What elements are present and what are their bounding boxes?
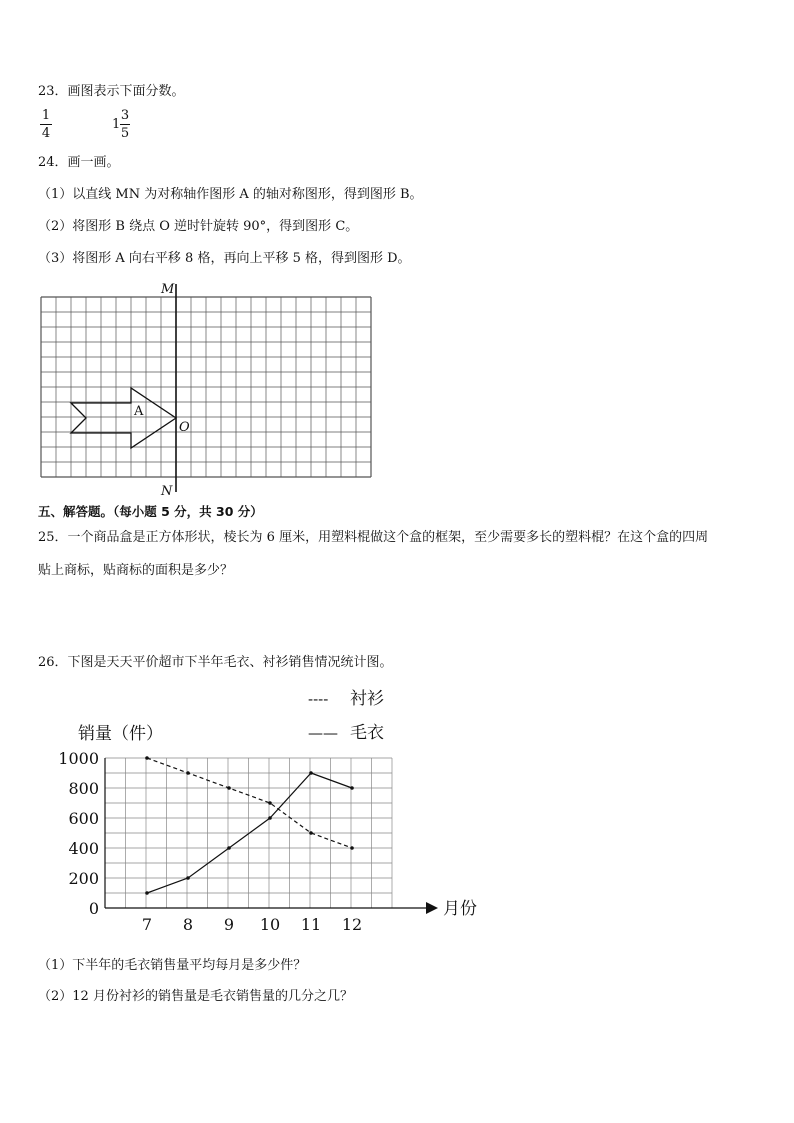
chart-x-tick-label: 7 bbox=[141, 915, 153, 934]
label-n: N bbox=[161, 484, 173, 499]
grid-lines bbox=[41, 297, 371, 477]
chart-x-tick-label: 10 bbox=[259, 915, 281, 934]
chart-x-axis-label: 月份 bbox=[443, 899, 477, 919]
sweater-point bbox=[186, 876, 190, 880]
shirt-point bbox=[186, 771, 190, 775]
shape-a-arrow bbox=[71, 388, 176, 448]
mixed-number-fraction bbox=[120, 108, 130, 141]
chart-x-tick-label: 12 bbox=[341, 915, 363, 934]
q26-question-1: （1）下半年的毛衣销售量平均每月是多少件？ bbox=[38, 958, 307, 973]
chart-y-tick-label: 200 bbox=[68, 869, 99, 888]
chart-series bbox=[145, 756, 354, 895]
chart-legend bbox=[308, 689, 384, 743]
fraction1-numerator: 1 bbox=[41, 108, 51, 123]
label-m: M bbox=[161, 282, 175, 297]
chart-ticks bbox=[58, 749, 362, 934]
q23-title: 23．画图表示下面分数。 bbox=[38, 84, 185, 99]
fraction2-numerator: 3 bbox=[120, 108, 130, 123]
q24-title: 24．画一画。 bbox=[38, 155, 120, 170]
sweater-point bbox=[227, 846, 231, 850]
chart-y-tick-label: 1000 bbox=[58, 749, 99, 768]
fraction-one-quarter bbox=[40, 108, 52, 141]
chart-y-tick-label: 600 bbox=[68, 809, 99, 828]
section-5-title: 五、解答题。（每小题 5 分，共 30 分） bbox=[38, 504, 263, 519]
q25-line-1: 25．一个商品盒是正方体形状，棱长为 6 厘米，用塑料棍做这个盒的框架，至少需要多长的塑料棍？在这个盒的四周 bbox=[38, 530, 709, 545]
q24-item-2: （2）将图形 B 绕点 O 逆时针旋转 90°，得到图形 C。 bbox=[38, 219, 359, 234]
label-a: A bbox=[134, 404, 144, 419]
q26-question-2: （2）12 月份衬衫的销售量是毛衣销售量的几分之几？ bbox=[38, 989, 353, 1004]
mixed-number-whole: 1 bbox=[112, 117, 121, 132]
legend-sweater-symbol: —— bbox=[308, 724, 338, 742]
q25-line-2: 贴上商标，贴商标的面积是多少？ bbox=[38, 563, 234, 578]
q24-item-3: （3）将图形 A 向右平移 8 格，再向上平移 5 格，得到图形 D。 bbox=[38, 251, 411, 266]
chart-x-tick-label: 8 bbox=[182, 915, 194, 934]
fraction2-denominator: 5 bbox=[120, 126, 130, 141]
chart-y-tick-label: 800 bbox=[68, 779, 99, 798]
sweater-point bbox=[268, 816, 272, 820]
sweater-point bbox=[350, 786, 354, 790]
shirt-point bbox=[309, 831, 313, 835]
transformation-grid bbox=[36, 282, 376, 497]
legend-shirt-label: 衬衫 bbox=[350, 689, 384, 709]
label-o: O bbox=[179, 420, 190, 435]
q26-title: 26．下图是天天平价超市下半年毛衣、衬衫销售情况统计图。 bbox=[38, 655, 393, 670]
fraction1-denominator: 4 bbox=[41, 126, 51, 141]
shirt-point bbox=[268, 801, 272, 805]
shirt-point bbox=[350, 846, 354, 850]
chart-y-tick-label: 400 bbox=[68, 839, 99, 858]
chart-x-tick-label: 11 bbox=[300, 915, 322, 934]
shirt-point bbox=[145, 756, 149, 760]
sales-line-chart bbox=[40, 680, 500, 940]
sweater-point bbox=[309, 771, 313, 775]
chart-x-axis-arrow bbox=[426, 902, 438, 914]
sweater-point bbox=[145, 891, 149, 895]
shirt-point bbox=[227, 786, 231, 790]
q24-item-1: （1）以直线 MN 为对称轴作图形 A 的轴对称图形，得到图形 B。 bbox=[38, 187, 423, 202]
legend-sweater-label: 毛衣 bbox=[350, 723, 384, 743]
chart-x-tick-label: 9 bbox=[223, 915, 235, 934]
chart-y-axis-label: 销量（件） bbox=[78, 724, 163, 744]
legend-shirt-symbol: ---- bbox=[308, 690, 329, 708]
chart-y-tick-label: 0 bbox=[88, 899, 99, 918]
